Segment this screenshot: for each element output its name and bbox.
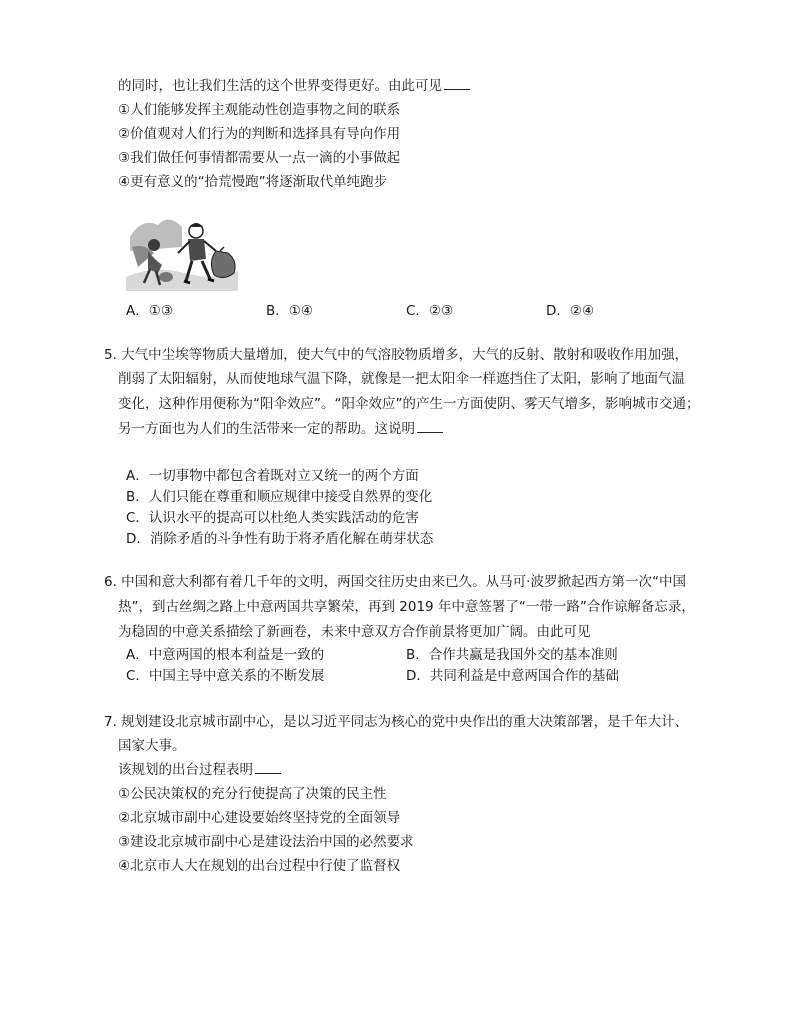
q4-stem-tail: 的同时，也让我们生活的这个世界变得更好。由此可见 (118, 77, 470, 95)
q7-stem-line-1: 7. 规划建设北京城市副中心，是以习近平同志为核心的党中央作出的重大决策部署，是千年大计、 (104, 714, 689, 730)
q6-option-a: A．中意两国的根本利益是一致的 (126, 647, 325, 663)
q6-option-c: C．中国主导中意关系的不断发展 (126, 668, 325, 684)
q5-stem-line-1: 5. 大气中尘埃等物质大量增加，使大气中的气溶胶物质增多，大气的反射、散射和吸收作用加强， (104, 347, 689, 363)
q4-option-c: C．②③ (406, 303, 454, 319)
q7-item-3: ③建设北京城市副中心是建设法治中国的必然要求 (118, 834, 414, 850)
q4-option-a: A．①③ (126, 303, 173, 319)
q7-item-2: ②北京城市副中心建设要始终坚持党的全面领导 (118, 810, 401, 826)
q6-stem-line-3: 为稳固的中意关系描绘了新画卷，未来中意双方合作前景将更加广阔。由此可见 (118, 624, 591, 640)
plogging-illustration (124, 207, 240, 291)
q5-option-d: D．消除矛盾的斗争性有助于将矛盾化解在萌芽状态 (126, 531, 434, 547)
q7-item-1: ①公民决策权的充分行使提高了决策的民主性 (118, 786, 387, 802)
q5-option-c: C．认识水平的提高可以杜绝人类实践活动的危害 (126, 510, 419, 526)
q7-stem-line-2: 国家大事。 (118, 738, 186, 754)
q4-option-d: D．②④ (546, 303, 595, 319)
answer-blank (417, 420, 443, 433)
q7-stem-line-3: 该规划的出台过程表明 (118, 761, 281, 779)
q4-option-b: B．①④ (266, 303, 313, 319)
q6-option-d: D．共同利益是中意两国合作的基础 (406, 668, 619, 684)
q5-stem-line-2: 削弱了太阳辐射，从而使地球气温下降，就像是一把太阳伞一样遮挡住了太阳，影响了地面气温 (118, 371, 685, 387)
q4-item-1: ①人们能够发挥主观能动性创造事物之间的联系 (118, 102, 401, 118)
q6-stem-line-1: 6. 中国和意大利都有着几千年的文明，两国交往历史由来已久。从马可·波罗掀起西方第一次“中国 (104, 574, 686, 590)
q7-item-4: ④北京市人大在规划的出台过程中行使了监督权 (118, 858, 401, 874)
q4-item-3: ③我们做任何事情都需要从一点一滴的小事做起 (118, 150, 401, 166)
q6-option-b: B．合作共赢是我国外交的基本准则 (406, 647, 618, 663)
q4-item-4: ④更有意义的“拾荒慢跑”将逐渐取代单纯跑步 (118, 174, 388, 190)
q5-stem-line-4: 另一方面也为人们的生活带来一定的帮助。这说明 (118, 420, 443, 438)
q5-option-a: A．一切事物中都包含着既对立又统一的两个方面 (126, 468, 419, 484)
q4-item-2: ②价值观对人们行为的判断和选择具有导向作用 (118, 126, 401, 142)
q6-stem-line-2: 热”，到古丝绸之路上中意两国共享繁荣，再到 2019 年中意签署了“一带一路”合作谅解备忘录， (118, 599, 695, 615)
q5-stem-line-3: 变化，这种作用便称为“阳伞效应”。“阳伞效应”的产生一方面使阴、雾天气增多，影响城市交通； (118, 396, 700, 412)
q5-option-b: B．人们只能在尊重和顺应规律中接受自然界的变化 (126, 489, 433, 505)
answer-blank (444, 77, 470, 90)
answer-blank (255, 761, 281, 774)
